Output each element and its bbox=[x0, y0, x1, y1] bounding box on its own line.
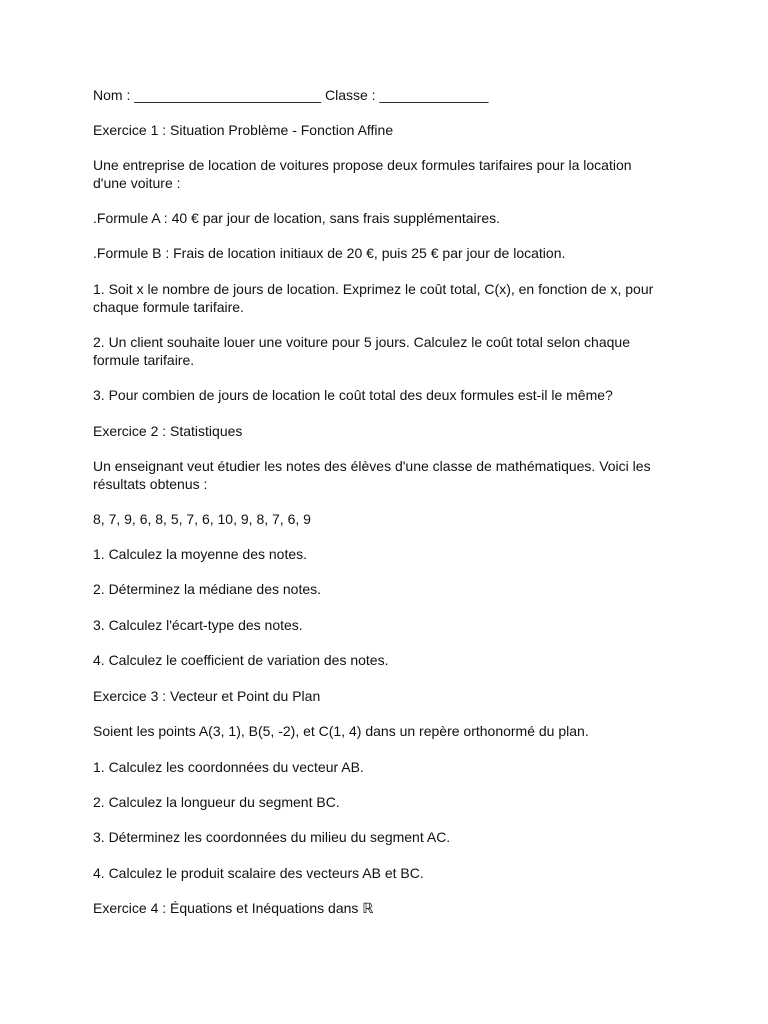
exercise-3-title: Exercice 3 : Vecteur et Point du Plan bbox=[93, 688, 321, 704]
exercise-1-title: Exercice 1 : Situation Problème - Fonction Affine bbox=[93, 122, 394, 138]
formula-b: .Formule B : Frais de location initiaux de 20 €, puis 25 € par jour de location. bbox=[93, 245, 566, 261]
exercise-2-data: 8, 7, 9, 6, 8, 5, 7, 6, 10, 9, 8, 7, 6, 9 bbox=[93, 511, 311, 527]
exercise-3-question-1: 1. Calculez les coordonnées du vecteur AB. bbox=[93, 759, 364, 775]
formula-a: .Formule A : 40 € par jour de location, sans frais supplémentaires. bbox=[93, 210, 500, 226]
exercise-2-question-4: 4. Calculez le coefficient de variation des notes. bbox=[93, 652, 389, 668]
exercise-1-question-3: 3. Pour combien de jours de location le coût total des deux formules est-il le même? bbox=[93, 387, 613, 403]
exercise-3-question-3: 3. Déterminez les coordonnées du milieu du segment AC. bbox=[93, 829, 451, 845]
exercise-1-question-1-line-1: 1. Soit x le nombre de jours de location. Exprimez le coût total, C(x), en fonction de x, pour bbox=[93, 281, 654, 297]
exercise-2-question-2: 2. Déterminez la médiane des notes. bbox=[93, 581, 322, 597]
exercise-2-question-1: 1. Calculez la moyenne des notes. bbox=[93, 546, 308, 562]
exercise-2-intro-line-1: Un enseignant veut étudier les notes des élèves d'une classe de mathématiques. Voici les bbox=[93, 458, 651, 474]
exercise-3-question-4: 4. Calculez le produit scalaire des vecteurs AB et BC. bbox=[93, 865, 424, 881]
exercise-4-title: Exercice 4 : Équations et Inéquations dans ℝ bbox=[93, 900, 374, 916]
exercise-1-intro-line-1: Une entreprise de location de voitures propose deux formules tarifaires pour la location bbox=[93, 157, 632, 173]
exercise-3-question-2: 2. Calculez la longueur du segment BC. bbox=[93, 794, 340, 810]
exercise-1-intro-line-2: d'une voiture : bbox=[93, 175, 181, 191]
exercise-1-question-2-line-2: formule tarifaire. bbox=[93, 352, 195, 368]
exercise-1-question-1-line-2: chaque formule tarifaire. bbox=[93, 299, 244, 315]
exercise-2-title: Exercice 2 : Statistiques bbox=[93, 423, 243, 439]
exercise-2-question-3: 3. Calculez l'écart-type des notes. bbox=[93, 617, 303, 633]
exercise-3-intro: Soient les points A(3, 1), B(5, -2), et C(1, 4) dans un repère orthonormé du plan. bbox=[93, 723, 589, 739]
exercise-2-intro-line-2: résultats obtenus : bbox=[93, 476, 208, 492]
header-name-class: Nom : ________________________ Classe : ______________ bbox=[93, 87, 489, 103]
exercise-1-question-2-line-1: 2. Un client souhaite louer une voiture pour 5 jours. Calculez le coût total selon chaque bbox=[93, 334, 630, 350]
